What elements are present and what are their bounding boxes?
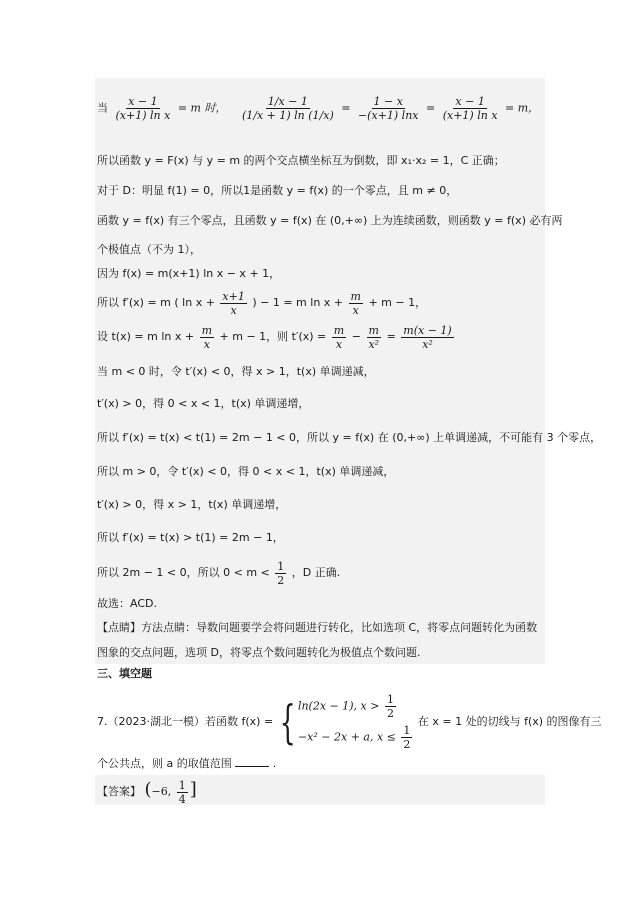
text: =: [386, 330, 396, 343]
denominator: (x+1) ln x: [115, 109, 171, 122]
fraction: [114, 95, 173, 122]
solution-line-6: 因为 f(x) = m(x+1) ln x − x + 1，: [97, 267, 281, 280]
fraction: [349, 290, 363, 317]
solution-line-12: 所以 m > 0，令 t′(x) < 0，得 0 < x < 1，t(x) 单调递减，: [97, 465, 395, 478]
text: −: [351, 330, 361, 343]
solution-line-7: [97, 288, 426, 318]
numerator: 1: [178, 778, 186, 792]
solution-line-10: t′(x) > 0，得 0 < x < 1，t(x) 单调递增，: [97, 397, 310, 410]
text: + m − 1，: [368, 296, 427, 309]
fraction: [177, 779, 188, 806]
case-2: [298, 724, 414, 751]
text: 所以 f′(x) = m ( ln x +: [97, 296, 215, 309]
text: .: [272, 757, 277, 770]
tip-line-2: 图象的交点问题，选项 D，将零点个数问题转化为极值点个数问题.: [97, 646, 421, 659]
denominator: 4: [178, 792, 186, 806]
fraction: [356, 95, 421, 122]
numerator: m: [333, 323, 345, 337]
numerator: 1 − x: [373, 95, 403, 108]
numerator: m: [201, 323, 213, 337]
fraction: [401, 724, 412, 751]
denominator: (1/x + 1) ln (1/x): [241, 109, 334, 122]
text: 设 t(x) = m ln x +: [97, 330, 195, 343]
denominator: x: [352, 303, 359, 317]
text: ln(2x − 1), x >: [297, 699, 380, 713]
answer-blank: [235, 754, 269, 767]
numerator: x − 1: [128, 95, 158, 108]
text: 在 x = 1 处的切线与 f(x) 的图像有三: [417, 715, 602, 728]
fraction: [332, 324, 346, 351]
denominator: x²: [368, 337, 380, 351]
denominator: 2: [277, 573, 285, 587]
denominator: x: [335, 337, 343, 351]
problem-7-line-2: [97, 754, 276, 772]
text: ) − 1 = m ln x +: [252, 296, 344, 309]
fraction: [385, 693, 396, 720]
solution-line-9: 当 m < 0 时，令 t′(x) < 0，得 x > 1，t(x) 单调递减，: [97, 365, 375, 378]
solution-line-2: 所以函数 y = F(x) 与 y = m 的两个交点横坐标互为倒数，即 x₁·x₂ = 1，C 正确；: [97, 154, 505, 167]
numerator: x+1: [222, 289, 245, 303]
text: 个公共点，则 a 的取值范围: [97, 757, 232, 770]
fraction: [240, 95, 336, 122]
numerator: m: [368, 323, 379, 337]
section-heading: 三、填空题: [97, 667, 152, 680]
text: = m，: [505, 101, 540, 115]
text: = m 时，: [177, 101, 227, 115]
cases: [298, 693, 414, 751]
denominator: −(x+1) lnx: [357, 109, 419, 122]
denominator: x²: [422, 337, 433, 351]
tip-line-1: 【点睛】方法点睛：导数问题要学会将问题进行转化，比如选项 C，将零点问题转化为函数: [97, 621, 538, 634]
fraction: [200, 324, 214, 351]
solution-line-13: t′(x) > 0，得 x > 1，t(x) 单调递增，: [97, 498, 287, 511]
denominator: 2: [386, 707, 394, 720]
solution-line-8: [97, 322, 456, 352]
solution-line-4: 函数 y = f(x) 有三个零点，且函数 y = f(x) 在 (0,+∞) 上为连续函数，则函数 y = f(x) 必有两: [97, 214, 563, 227]
answer-value: −6,: [151, 785, 172, 798]
text: 所以 2m − 1 < 0，所以 0 < m <: [97, 566, 270, 579]
brace-icon: {: [279, 695, 296, 749]
solution-line-16: 故选：ACD.: [97, 597, 157, 610]
numerator: 1: [386, 693, 394, 706]
text: −x² − 2x + a, x ≤: [297, 730, 396, 744]
solution-line-14: 所以 f′(x) = t(x) > t(1) = 2m − 1，: [97, 531, 284, 544]
denominator: x: [230, 303, 237, 317]
bracket: (: [144, 779, 152, 800]
text: ，D 正确.: [291, 566, 341, 579]
solution-line-11: 所以 f′(x) = t(x) < t(1) = 2m − 1 < 0，所以 y = f(x) 在 (0,+∞) 上单调递减，不可能有 3 个零点，: [97, 431, 602, 444]
fraction: [366, 324, 381, 351]
solution-line-5: 个极值点（不为 1），: [97, 243, 201, 256]
text: + m − 1，则 t′(x) =: [219, 330, 327, 343]
text: 7.（2023·湖北一模）若函数 f(x) =: [97, 715, 274, 728]
denominator: (x+1) ln x: [442, 109, 498, 122]
text: =: [341, 101, 351, 115]
numerator: m: [350, 289, 361, 303]
text: =: [426, 101, 436, 115]
fraction: [275, 560, 286, 587]
piecewise-function: [277, 693, 415, 751]
bracket: ]: [189, 779, 197, 800]
solution-line-3: 对于 D：明显 f(1) = 0，所以1是函数 y = f(x) 的一个零点，且 m ≠ 0，: [97, 184, 458, 197]
solution-line-1: [97, 95, 539, 122]
problem-7-line-1: [97, 692, 602, 752]
fraction: [401, 324, 453, 351]
numerator: m(x − 1): [403, 323, 452, 337]
text: 当: [97, 101, 108, 115]
numerator: 1: [403, 724, 411, 737]
denominator: 2: [403, 738, 411, 751]
numerator: x − 1: [455, 95, 485, 108]
case-1: [298, 693, 414, 720]
answer-label: 【答案】: [97, 785, 141, 798]
answer-line: [97, 776, 197, 806]
fraction: [441, 95, 500, 122]
fraction: [220, 290, 246, 317]
denominator: x: [203, 337, 210, 351]
numerator: 1/x − 1: [267, 95, 308, 108]
solution-line-15: [97, 558, 340, 588]
numerator: 1: [277, 559, 285, 573]
